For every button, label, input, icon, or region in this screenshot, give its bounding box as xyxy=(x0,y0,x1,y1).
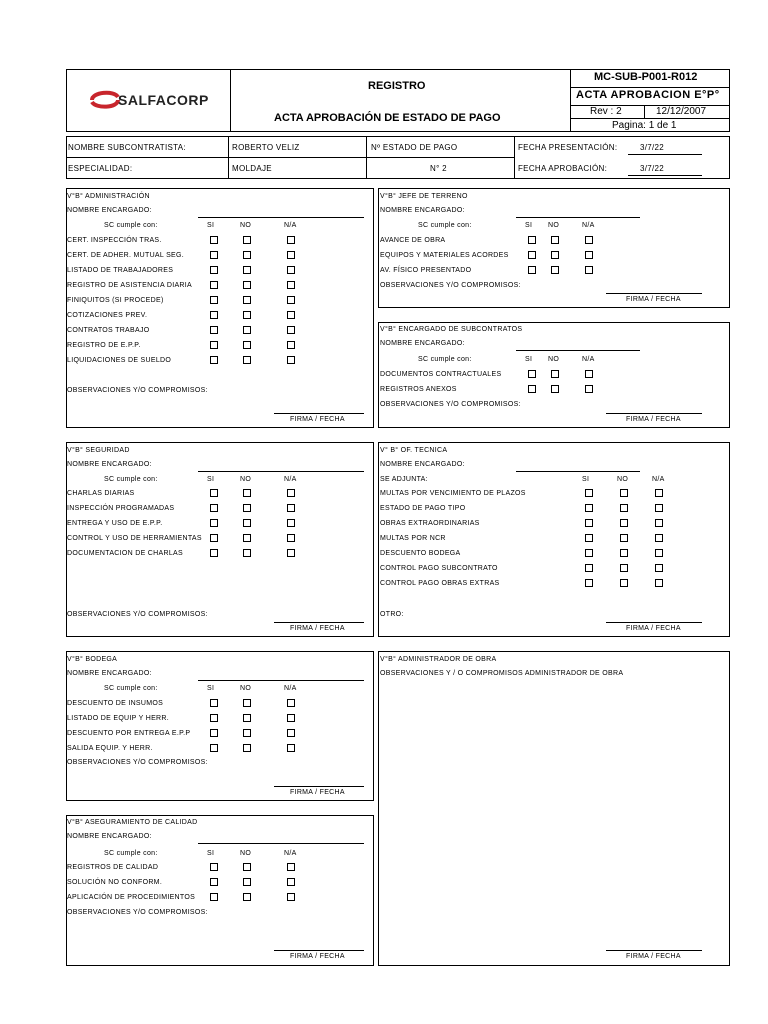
admin-item-label: CERT. DE ADHER. MUTUAL SEG. xyxy=(67,252,185,259)
tecnica-checkbox-na[interactable] xyxy=(655,534,663,542)
admin-checkbox-no[interactable] xyxy=(243,236,251,244)
admin-checkbox-no[interactable] xyxy=(243,251,251,259)
seguridad-si-header: SI xyxy=(207,476,215,483)
rev-date: 12/12/2007 xyxy=(656,106,707,117)
tecnica-checklist-header: SE ADJUNTA: xyxy=(380,476,428,483)
jefe-checkbox-si[interactable] xyxy=(528,251,536,259)
jefe-item-label: AVANCE DE OBRA xyxy=(380,237,446,244)
seguridad-checkbox-si[interactable] xyxy=(210,549,218,557)
seguridad-checkbox-no[interactable] xyxy=(243,489,251,497)
tecnica-checkbox-no[interactable] xyxy=(620,579,628,587)
admin-checkbox-no[interactable] xyxy=(243,341,251,349)
admin-checkbox-na[interactable] xyxy=(287,296,295,304)
admin-checkbox-na[interactable] xyxy=(287,251,295,259)
admin-item-label: COTIZACIONES PREV. xyxy=(67,312,148,319)
bodega-checkbox-na[interactable] xyxy=(287,729,295,737)
doc-code: MC-SUB-P001-R012 xyxy=(594,71,698,83)
tecnica-checkbox-no[interactable] xyxy=(620,534,628,542)
subcontratos-checkbox-si[interactable] xyxy=(528,370,536,378)
subcontratos-firma-line[interactable] xyxy=(606,413,702,414)
seguridad-no-header: NO xyxy=(240,476,252,483)
seguridad-nombre-encargado-field[interactable] xyxy=(198,471,364,472)
seguridad-checkbox-si[interactable] xyxy=(210,489,218,497)
adminobra-firma-label: FIRMA / FECHA xyxy=(626,953,681,960)
seguridad-checkbox-no[interactable] xyxy=(243,549,251,557)
admin-checkbox-no[interactable] xyxy=(243,296,251,304)
adminobra-title: V°B° ADMINISTRADOR DE OBRA xyxy=(380,656,497,663)
tecnica-checkbox-si[interactable] xyxy=(585,564,593,572)
tecnica-checkbox-si[interactable] xyxy=(585,534,593,542)
admin-checkbox-si[interactable] xyxy=(210,281,218,289)
tecnica-no-header: NO xyxy=(617,476,629,483)
calidad-checkbox-na[interactable] xyxy=(287,893,295,901)
acta-label: ACTA APROBACION E°P° xyxy=(576,89,720,101)
subcontratos-nombre-encargado-field[interactable] xyxy=(516,350,640,351)
jefe-checkbox-si[interactable] xyxy=(528,266,536,274)
admin-item-label: CERT. INSPECCIÓN TRAS. xyxy=(67,237,162,244)
tecnica-item-label: MULTAS POR NCR xyxy=(380,535,446,542)
jefe-checkbox-na[interactable] xyxy=(585,266,593,274)
jefe-item-label: EQUIPOS Y MATERIALES ACORDES xyxy=(380,252,509,259)
calidad-checkbox-si[interactable] xyxy=(210,863,218,871)
admin-item-label: FINIQUITOS (SI PROCEDE) xyxy=(67,297,164,304)
tecnica-checkbox-na[interactable] xyxy=(655,564,663,572)
tecnica-checkbox-na[interactable] xyxy=(655,549,663,557)
seguridad-nombre-encargado-label: NOMBRE ENCARGADO: xyxy=(67,461,152,468)
subcontratos-checkbox-si[interactable] xyxy=(528,385,536,393)
subcontratos-nombre-encargado-label: NOMBRE ENCARGADO: xyxy=(380,340,465,347)
seguridad-firma-line[interactable] xyxy=(274,622,364,623)
calidad-checkbox-no[interactable] xyxy=(243,878,251,886)
tecnica-checkbox-si[interactable] xyxy=(585,549,593,557)
tecnica-checkbox-na[interactable] xyxy=(655,519,663,527)
tecnica-firma-label: FIRMA / FECHA xyxy=(626,625,681,632)
seguridad-checkbox-no[interactable] xyxy=(243,534,251,542)
bodega-title: V°B° BODEGA xyxy=(67,656,118,663)
admin-checkbox-si[interactable] xyxy=(210,266,218,274)
tecnica-observaciones-label: OTRO: xyxy=(380,611,404,618)
tecnica-checkbox-no[interactable] xyxy=(620,549,628,557)
seguridad-checkbox-na[interactable] xyxy=(287,489,295,497)
tecnica-checkbox-si[interactable] xyxy=(585,489,593,497)
tecnica-item-label: CONTROL PAGO OBRAS EXTRAS xyxy=(380,580,500,587)
admin-checkbox-no[interactable] xyxy=(243,266,251,274)
subcontratos-title: V°B° ENCARGADO DE SUBCONTRATOS xyxy=(380,326,523,333)
tecnica-checkbox-no[interactable] xyxy=(620,519,628,527)
admin-checkbox-no[interactable] xyxy=(243,281,251,289)
tecnica-na-header: N/A xyxy=(652,476,665,483)
jefe-checkbox-na[interactable] xyxy=(585,251,593,259)
tecnica-checkbox-no[interactable] xyxy=(620,489,628,497)
admin-item-label: LISTADO DE TRABAJADORES xyxy=(67,267,174,274)
bodega-checkbox-si[interactable] xyxy=(210,699,218,707)
bodega-item-label: DESCUENTO DE INSUMOS xyxy=(67,700,164,707)
especialidad-value: MOLDAJE xyxy=(232,164,272,173)
seguridad-item-label: ENTREGA Y USO DE E.P.P. xyxy=(67,520,163,527)
admin-checklist-header: SC cumple con: xyxy=(104,222,158,229)
admin-firma-label: FIRMA / FECHA xyxy=(290,416,345,423)
admin-checkbox-si[interactable] xyxy=(210,356,218,364)
jefe-checkbox-na[interactable] xyxy=(585,236,593,244)
tecnica-checkbox-no[interactable] xyxy=(620,504,628,512)
admin-si-header: SI xyxy=(207,222,215,229)
tecnica-checkbox-na[interactable] xyxy=(655,504,663,512)
seguridad-checkbox-si[interactable] xyxy=(210,519,218,527)
seguridad-checkbox-si[interactable] xyxy=(210,534,218,542)
calidad-checkbox-si[interactable] xyxy=(210,878,218,886)
fecha-presentacion-value: 3/7/22 xyxy=(640,143,665,152)
calidad-checkbox-na[interactable] xyxy=(287,878,295,886)
subcontratos-item-label: REGISTROS ANEXOS xyxy=(380,386,457,393)
jefe-checkbox-no[interactable] xyxy=(551,266,559,274)
logo-divider xyxy=(230,69,231,132)
section-jefe-terreno xyxy=(378,188,730,308)
subcontratos-checkbox-na[interactable] xyxy=(585,385,593,393)
admin-observaciones-label: OBSERVACIONES Y/O COMPROMISOS: xyxy=(67,387,208,394)
bodega-checkbox-na[interactable] xyxy=(287,744,295,752)
especialidad-label: ESPECIALIDAD: xyxy=(68,164,133,173)
doc-type: REGISTRO xyxy=(368,80,426,92)
jefe-observaciones-label: OBSERVACIONES Y/O COMPROMISOS: xyxy=(380,282,521,289)
bodega-observaciones-label: OBSERVACIONES Y/O COMPROMISOS: xyxy=(67,759,208,766)
seguridad-checkbox-no[interactable] xyxy=(243,519,251,527)
admin-checkbox-na[interactable] xyxy=(287,311,295,319)
seguridad-item-label: CHARLAS DIARIAS xyxy=(67,490,135,497)
bodega-item-label: LISTADO DE EQUIP Y HERR. xyxy=(67,715,169,722)
jefe-si-header: SI xyxy=(525,222,533,229)
bodega-na-header: N/A xyxy=(284,685,297,692)
bodega-checkbox-si[interactable] xyxy=(210,744,218,752)
calidad-no-header: NO xyxy=(240,850,252,857)
bodega-checkbox-no[interactable] xyxy=(243,729,251,737)
tecnica-checkbox-si[interactable] xyxy=(585,504,593,512)
calidad-firma-label: FIRMA / FECHA xyxy=(290,953,345,960)
subcontratos-item-label: DOCUMENTOS CONTRACTUALES xyxy=(380,371,502,378)
admin-item-label: CONTRATOS TRABAJO xyxy=(67,327,150,334)
admin-checkbox-si[interactable] xyxy=(210,311,218,319)
admin-checkbox-na[interactable] xyxy=(287,236,295,244)
seguridad-checkbox-na[interactable] xyxy=(287,504,295,512)
seguridad-item-label: CONTROL Y USO DE HERRAMIENTAS xyxy=(67,535,202,542)
subcontratos-checkbox-na[interactable] xyxy=(585,370,593,378)
jefe-item-label: AV. FÍSICO PRESENTADO xyxy=(380,267,472,274)
subcontratos-na-header: N/A xyxy=(582,356,595,363)
tecnica-item-label: CONTROL PAGO SUBCONTRATO xyxy=(380,565,498,572)
estado-pago-label: Nº ESTADO DE PAGO xyxy=(371,143,458,152)
admin-firma-line[interactable] xyxy=(274,413,364,414)
tecnica-checkbox-si[interactable] xyxy=(585,519,593,527)
jefe-title: V°B° JEFE DE TERRENO xyxy=(380,193,468,200)
admin-no-header: NO xyxy=(240,222,252,229)
admin-na-header: N/A xyxy=(284,222,297,229)
admin-checkbox-na[interactable] xyxy=(287,281,295,289)
tecnica-item-label: OBRAS EXTRAORDINARIAS xyxy=(380,520,480,527)
bodega-checkbox-no[interactable] xyxy=(243,699,251,707)
admin-checkbox-si[interactable] xyxy=(210,236,218,244)
admin-checkbox-no[interactable] xyxy=(243,326,251,334)
logo-text: SALFACORP xyxy=(118,92,209,108)
bodega-nombre-encargado-field[interactable] xyxy=(198,680,364,681)
fecha-aprobacion-label: FECHA APROBACIÓN: xyxy=(518,164,608,173)
calidad-nombre-encargado-field[interactable] xyxy=(198,843,364,844)
calidad-item-label: APLICACIÓN DE PROCEDIMIENTOS xyxy=(67,894,196,901)
admin-checkbox-no[interactable] xyxy=(243,311,251,319)
bodega-firma-line[interactable] xyxy=(274,786,364,787)
calidad-item-label: REGISTROS DE CALIDAD xyxy=(67,864,159,871)
subcontratos-checkbox-no[interactable] xyxy=(551,385,559,393)
admin-item-label: LIQUIDACIONES DE SUELDO xyxy=(67,357,172,364)
calidad-observaciones-label: OBSERVACIONES Y/O COMPROMISOS: xyxy=(67,909,208,916)
jefe-nombre-encargado-label: NOMBRE ENCARGADO: xyxy=(380,207,465,214)
bodega-checkbox-no[interactable] xyxy=(243,714,251,722)
subcontratista-label: NOMBRE SUBCONTRATISTA: xyxy=(68,143,186,152)
seguridad-na-header: N/A xyxy=(284,476,297,483)
calidad-checkbox-no[interactable] xyxy=(243,863,251,871)
seguridad-firma-label: FIRMA / FECHA xyxy=(290,625,345,632)
tecnica-checkbox-na[interactable] xyxy=(655,579,663,587)
tecnica-item-label: DESCUENTO BODEGA xyxy=(380,550,461,557)
estado-pago-numero: N° 2 xyxy=(430,164,447,173)
calidad-na-header: N/A xyxy=(284,850,297,857)
admin-checkbox-na[interactable] xyxy=(287,356,295,364)
subcontratos-firma-label: FIRMA / FECHA xyxy=(626,416,681,423)
doc-title: ACTA APROBACIÓN DE ESTADO DE PAGO xyxy=(274,112,501,124)
subcontratos-observaciones-label: OBSERVACIONES Y/O COMPROMISOS: xyxy=(380,401,521,408)
adminobra-observaciones-label: OBSERVACIONES Y / O COMPROMISOS ADMINISTRADOR DE OBRA xyxy=(380,670,624,677)
bodega-checklist-header: SC cumple con: xyxy=(104,685,158,692)
admin-checkbox-si[interactable] xyxy=(210,296,218,304)
calidad-checkbox-no[interactable] xyxy=(243,893,251,901)
bodega-checkbox-si[interactable] xyxy=(210,714,218,722)
jefe-checkbox-si[interactable] xyxy=(528,236,536,244)
bodega-item-label: SALIDA EQUIP. Y HERR. xyxy=(67,745,153,752)
code-divider xyxy=(570,69,571,132)
bodega-checkbox-si[interactable] xyxy=(210,729,218,737)
seguridad-checkbox-na[interactable] xyxy=(287,534,295,542)
bodega-nombre-encargado-label: NOMBRE ENCARGADO: xyxy=(67,670,152,677)
fecha-presentacion-label: FECHA PRESENTACIÓN: xyxy=(518,143,618,152)
admin-checkbox-na[interactable] xyxy=(287,326,295,334)
bodega-checkbox-na[interactable] xyxy=(287,699,295,707)
subcontratos-no-header: NO xyxy=(548,356,560,363)
section-administrador-obra xyxy=(378,651,730,966)
jefe-checkbox-no[interactable] xyxy=(551,251,559,259)
admin-item-label: REGISTRO DE E.P.P. xyxy=(67,342,141,349)
admin-title: V°B° ADMINISTRACIÓN xyxy=(67,193,150,200)
calidad-title: V°B° ASEGURAMIENTO DE CALIDAD xyxy=(67,819,198,826)
calidad-checklist-header: SC cumple con: xyxy=(104,850,158,857)
calidad-si-header: SI xyxy=(207,850,215,857)
page-number: Pagina: 1 de 1 xyxy=(612,120,677,131)
bodega-item-label: DESCUENTO POR ENTREGA E.P.P xyxy=(67,730,191,737)
bodega-firma-label: FIRMA / FECHA xyxy=(290,789,345,796)
admin-checkbox-si[interactable] xyxy=(210,341,218,349)
jefe-firma-label: FIRMA / FECHA xyxy=(626,296,681,303)
jefe-no-header: NO xyxy=(548,222,560,229)
subcontratos-checklist-header: SC cumple con: xyxy=(418,356,472,363)
tecnica-checkbox-si[interactable] xyxy=(585,579,593,587)
subcontratista-value: ROBERTO VELIZ xyxy=(232,143,300,152)
salfacorp-swoosh-icon xyxy=(88,88,122,110)
subcontratos-si-header: SI xyxy=(525,356,533,363)
jefe-na-header: N/A xyxy=(582,222,595,229)
calidad-checkbox-na[interactable] xyxy=(287,863,295,871)
admin-nombre-encargado-label: NOMBRE ENCARGADO: xyxy=(67,207,152,214)
admin-checkbox-na[interactable] xyxy=(287,341,295,349)
admin-checkbox-si[interactable] xyxy=(210,251,218,259)
admin-checkbox-si[interactable] xyxy=(210,326,218,334)
admin-item-label: REGISTRO DE ASISTENCIA DIARIA xyxy=(67,282,193,289)
tecnica-item-label: ESTADO DE PAGO TIPO xyxy=(380,505,466,512)
calidad-firma-line[interactable] xyxy=(274,950,364,951)
jefe-nombre-encargado-field[interactable] xyxy=(516,217,640,218)
tecnica-title: V° B° OF. TECNICA xyxy=(380,447,448,454)
calidad-item-label: SOLUCIÓN NO CONFORM. xyxy=(67,879,163,886)
calidad-checkbox-si[interactable] xyxy=(210,893,218,901)
seguridad-checkbox-na[interactable] xyxy=(287,549,295,557)
tecnica-si-header: SI xyxy=(582,476,590,483)
seguridad-checklist-header: SC cumple con: xyxy=(104,476,158,483)
seguridad-observaciones-label: OBSERVACIONES Y/O COMPROMISOS: xyxy=(67,611,208,618)
seguridad-checkbox-no[interactable] xyxy=(243,504,251,512)
bodega-checkbox-no[interactable] xyxy=(243,744,251,752)
seguridad-item-label: INSPECCIÓN PROGRAMADAS xyxy=(67,505,175,512)
seguridad-checkbox-na[interactable] xyxy=(287,519,295,527)
tecnica-nombre-encargado-field[interactable] xyxy=(516,471,640,472)
seguridad-item-label: DOCUMENTACION DE CHARLAS xyxy=(67,550,183,557)
tecnica-item-label: MULTAS POR VENCIMIENTO DE PLAZOS xyxy=(380,490,526,497)
fecha-aprobacion-value: 3/7/22 xyxy=(640,164,665,173)
seguridad-checkbox-si[interactable] xyxy=(210,504,218,512)
jefe-firma-line[interactable] xyxy=(606,293,702,294)
tecnica-firma-line[interactable] xyxy=(606,622,702,623)
admin-checkbox-na[interactable] xyxy=(287,266,295,274)
calidad-nombre-encargado-label: NOMBRE ENCARGADO: xyxy=(67,833,152,840)
tecnica-checkbox-no[interactable] xyxy=(620,564,628,572)
tecnica-checkbox-na[interactable] xyxy=(655,489,663,497)
bodega-si-header: SI xyxy=(207,685,215,692)
rev-label: Rev : 2 xyxy=(590,106,622,117)
jefe-checkbox-no[interactable] xyxy=(551,236,559,244)
company-logo xyxy=(88,88,228,114)
admin-nombre-encargado-field[interactable] xyxy=(198,217,364,218)
adminobra-firma-line[interactable] xyxy=(606,950,702,951)
bodega-no-header: NO xyxy=(240,685,252,692)
subcontratos-checkbox-no[interactable] xyxy=(551,370,559,378)
bodega-checkbox-na[interactable] xyxy=(287,714,295,722)
seguridad-title: V°B° SEGURIDAD xyxy=(67,447,130,454)
jefe-checklist-header: SC cumple con: xyxy=(418,222,472,229)
tecnica-nombre-encargado-label: NOMBRE ENCARGADO: xyxy=(380,461,465,468)
admin-checkbox-no[interactable] xyxy=(243,356,251,364)
